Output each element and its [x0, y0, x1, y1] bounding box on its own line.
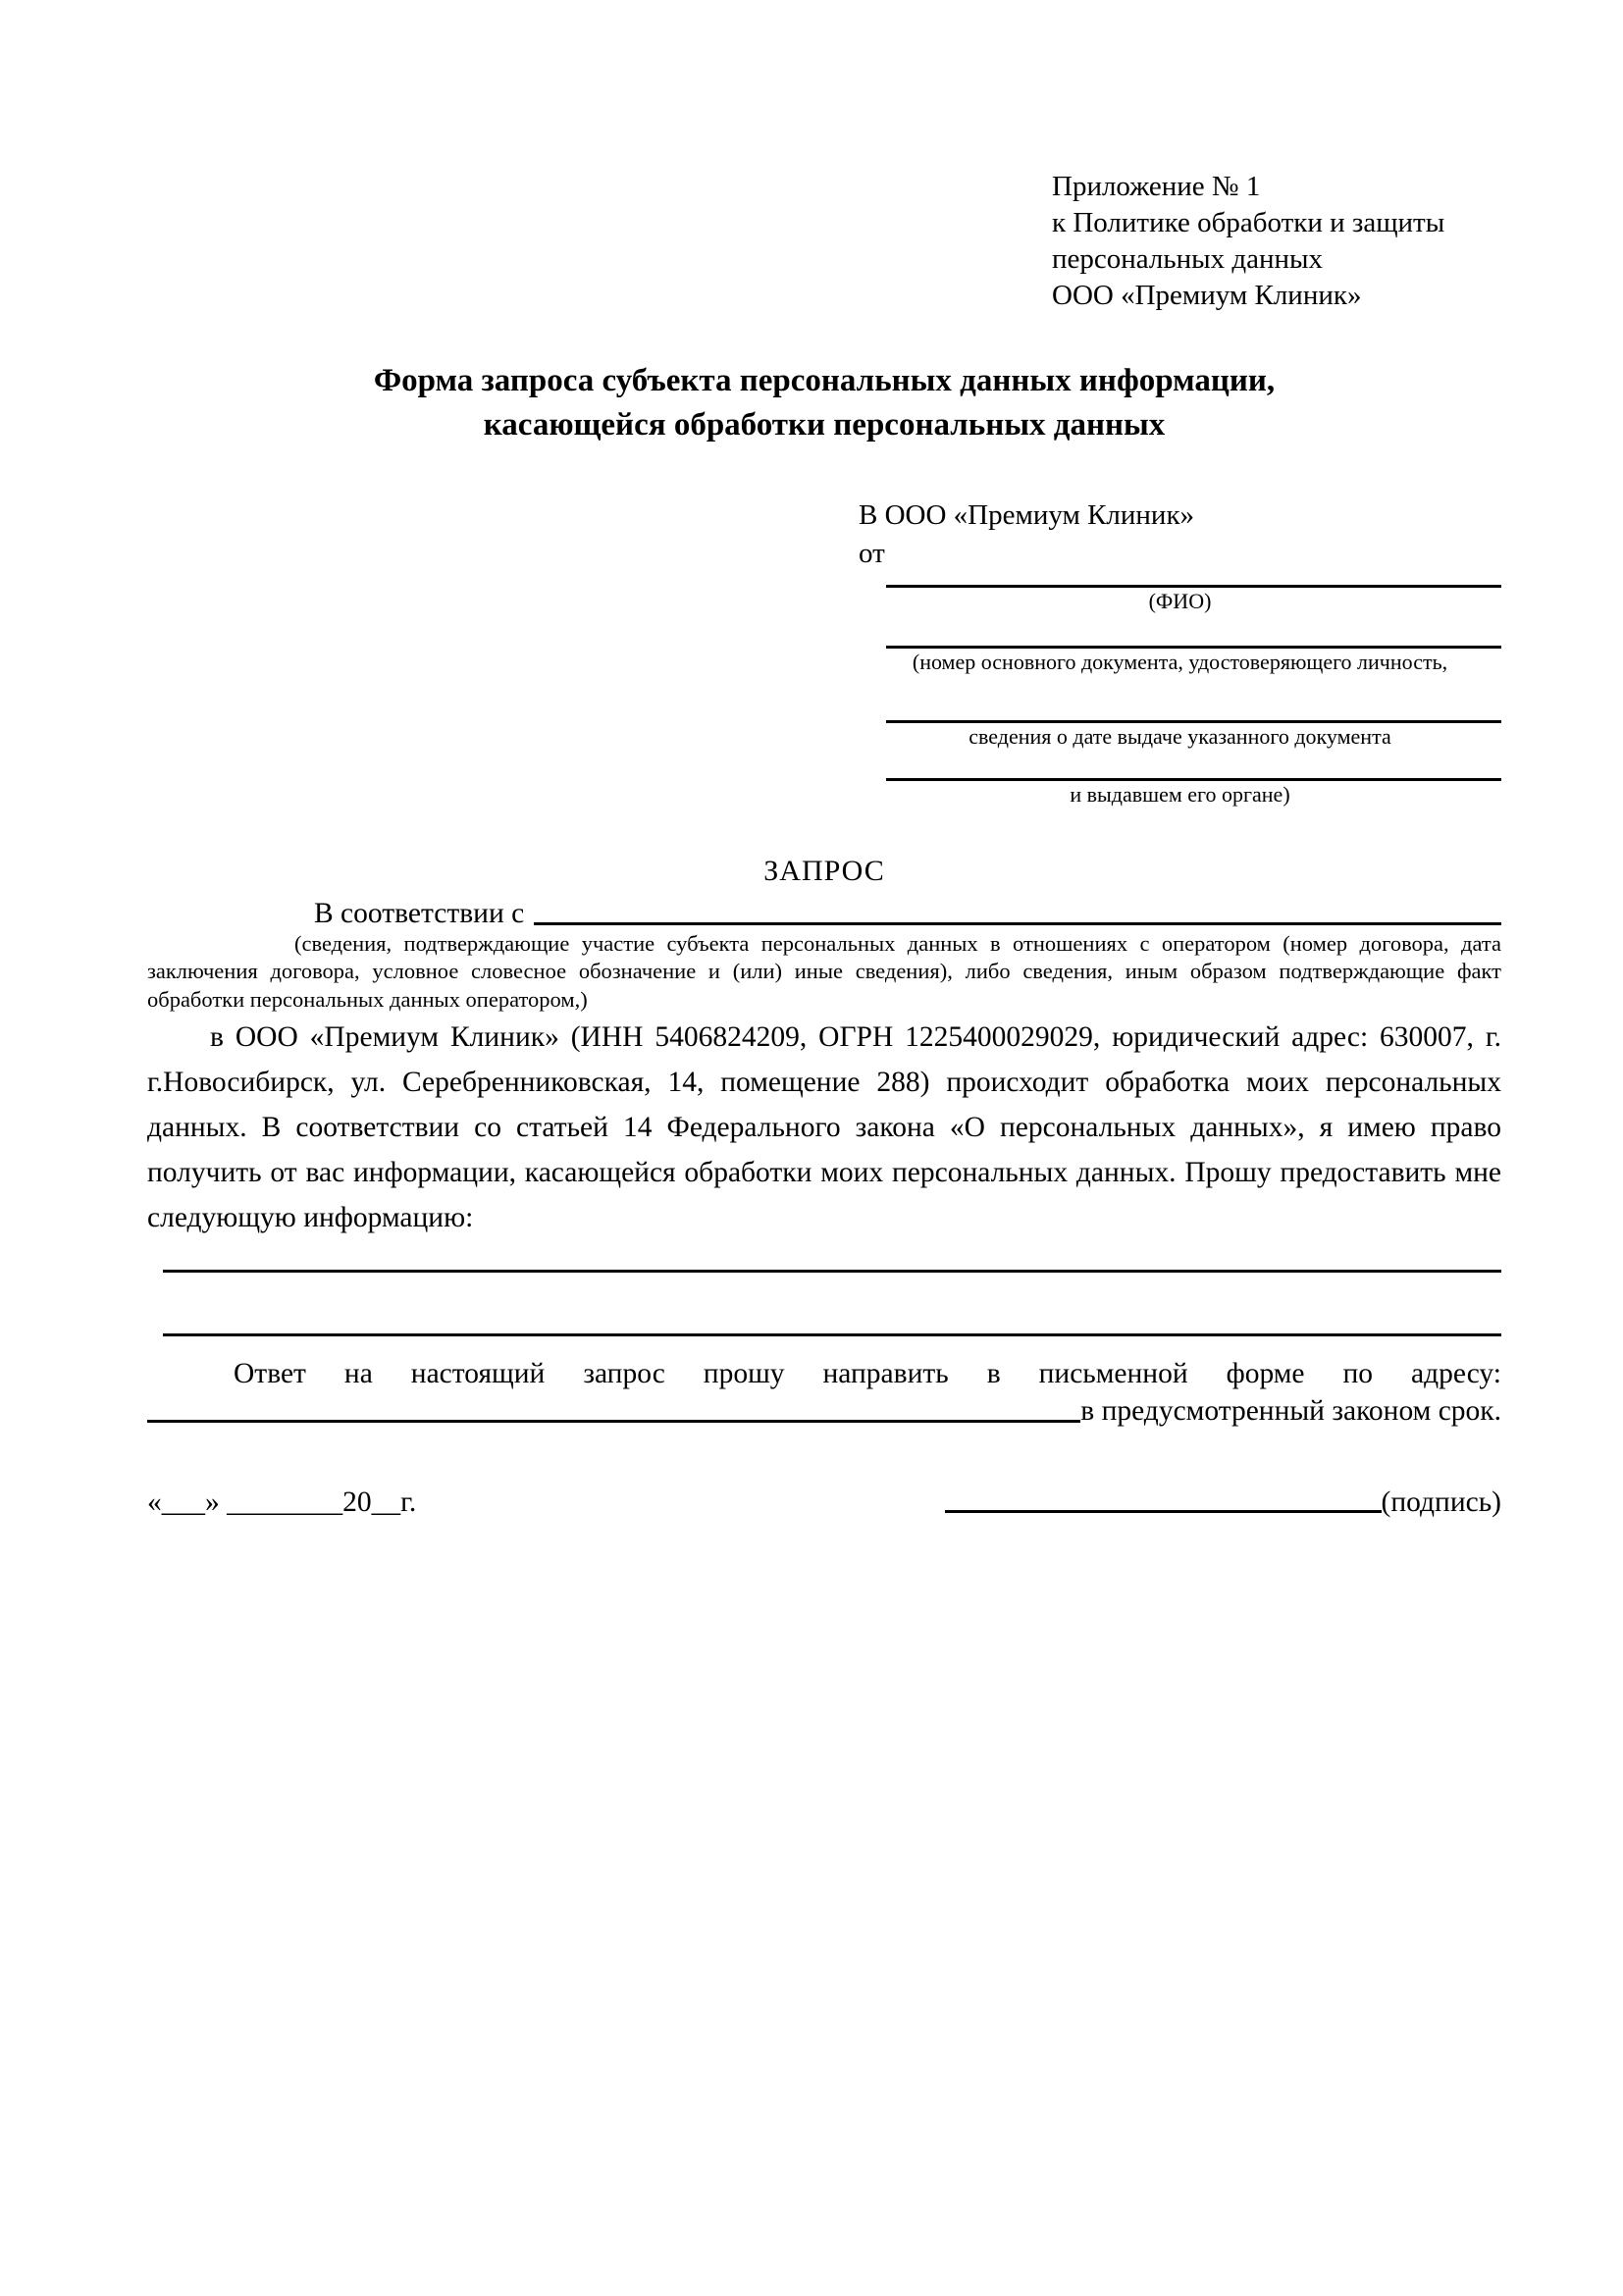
- request-intro-label: В соответствии с: [314, 897, 525, 929]
- request-body-paragraph: в ООО «Премиум Клиник» (ИНН 5406824209, ОГРН 1225400029029, юридический адрес: 630007, г. г.Новосибирск, ул. Серебренниковская, 14, помещение 288) происходит обработка моих персональных данных. В соответствии со статьей 14 Федерального закона «О персональных данных», я имею право получить от вас информации, касающейся обработки моих персональных данных. Прошу предоставить мне следующую информацию:: [147, 1020, 1501, 1233]
- addressee-block: [859, 496, 1501, 809]
- document-title-line: Форма запроса субъекта персональных данных информации,: [373, 363, 1276, 399]
- annex-line: к Политике обработки и защиты: [1052, 207, 1445, 239]
- passport-caption: (номер основного документа, удостоверяющего личность,: [912, 650, 1448, 675]
- reply-instruction: Ответ на настоящий запрос прошу направить в письменной форме по адресу:: [234, 1357, 1501, 1389]
- annex-line: персональных данных: [1052, 243, 1324, 276]
- fio-caption: (ФИО): [1148, 589, 1212, 614]
- annex-line: Приложение № 1: [1052, 171, 1261, 202]
- date-fill-text: «___» ________20__г.: [147, 1486, 417, 1518]
- reply-address-fill-line: [147, 1420, 1080, 1423]
- document-issuer-fill-line: [886, 751, 1501, 781]
- document-title-line: касающейся обработки персональных данных: [483, 407, 1166, 444]
- signature-group: [945, 1487, 1501, 1519]
- fio-fill-line: [886, 573, 1501, 588]
- addressee-to: В ООО «Премиум Клиник»: [859, 499, 1195, 532]
- document-number-fill-line: [886, 616, 1501, 649]
- signature-caption: (подпись): [1381, 1486, 1501, 1518]
- document-date-fill-line: [886, 677, 1501, 723]
- annex-block: [1052, 169, 1501, 314]
- requested-info-fill-line-1: [163, 1270, 1501, 1273]
- date-signature-row: [147, 1487, 1501, 1519]
- requested-info-fill-line-2: [163, 1333, 1501, 1336]
- addressee-from-label: от: [859, 538, 885, 570]
- request-heading: ЗАПРОС: [763, 854, 885, 887]
- request-footnote: (сведения, подтверждающие участие субъекта персональных данных в отношениях с оператором (номер договора, дата заключения договора, условное словесное обозначение и (или) иные сведения), либо сведения, иным образом подтверждающие факт обработки персональных данных оператором,): [147, 930, 1501, 1012]
- reply-instruction-tail: в предусмотренный законом срок.: [1080, 1394, 1501, 1427]
- document-title: [147, 359, 1501, 447]
- request-intro-row: [147, 898, 1501, 930]
- signature-fill-line: [945, 1509, 1382, 1513]
- passport-caption: сведения о дате выдаче указанного документа: [969, 723, 1391, 749]
- reply-address-row: [147, 1395, 1501, 1428]
- annex-line: ООО «Премиум Клиник»: [1052, 280, 1362, 312]
- basis-fill-line: [534, 922, 1501, 925]
- passport-caption: и выдавшем его органе): [1070, 782, 1290, 808]
